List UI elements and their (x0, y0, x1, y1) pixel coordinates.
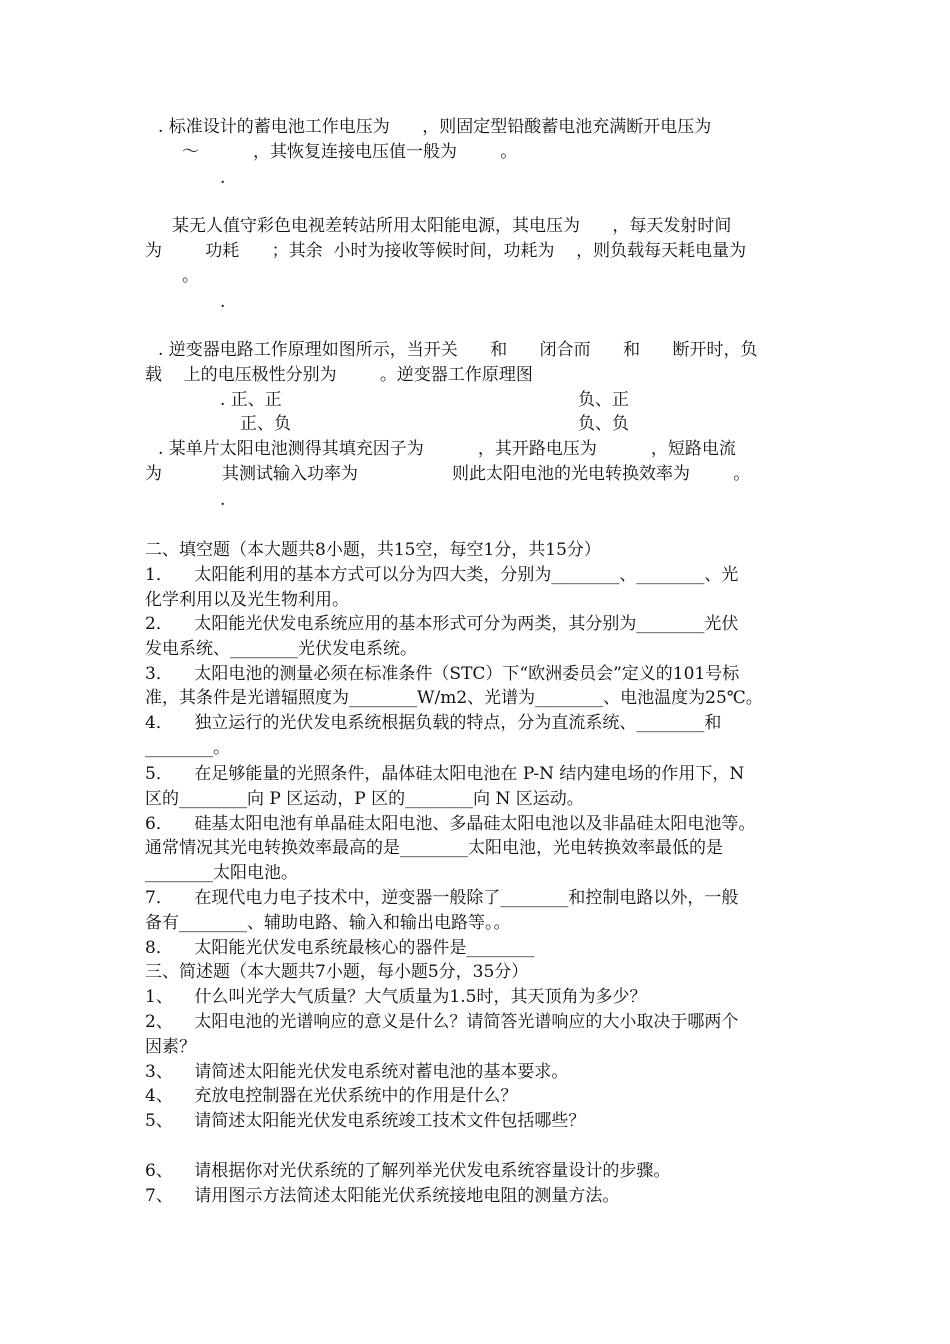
mc-q3-option-a: . 正、正 (220, 390, 282, 410)
fill-q5-line2: 区的________向 P 区运动，P 区的________向 N 区运动。 (145, 789, 584, 809)
mc-q2-line2: 为 功耗 ；其余 小时为接收等候时间，功耗为 ，则负载每天耗电量为 (145, 241, 747, 261)
fill-q4-line2: ________。 (145, 738, 230, 758)
mc-q2-line3: 。 (182, 266, 199, 286)
fill-q5-line1: 5． 在足够能量的光照条件，晶体硅太阳电池在 P-N 结内建电场的作用下，N (145, 764, 745, 784)
fill-q6-line2: 通常情况其光电转换效率最高的是________太阳电池，光电转换效率最低的是 (145, 838, 723, 858)
fill-q2-line1: 2． 太阳能光伏发电系统应用的基本形式可分为两类，其分别为________光伏 (145, 614, 739, 634)
mc-q1-line2: ～ ，其恢复连接电压值一般为 。 (182, 142, 518, 162)
mc-q3-line1: . 逆变器电路工作原理如图所示，当开关 和 闭合而 和 断开时，负 (158, 340, 758, 360)
short-q6: 6、 请根据你对光伏系统的了解列举光伏发电系统容量设计的步骤。 (145, 1161, 671, 1181)
short-q2-line2: 因素？ (145, 1037, 196, 1057)
mc-q2-line1: 某无人值守彩色电视差转站所用太阳能电源，其电压为 ，每天发射时间 (172, 216, 732, 236)
short-q4: 4、 充放电控制器在光伏系统中的作用是什么？ (145, 1086, 518, 1106)
mc-q4-options: . (220, 490, 226, 510)
mc-q2-options: . (220, 292, 226, 312)
mc-q3-option-d: 负、负 (578, 414, 629, 434)
fill-section-heading: 二、填空题（本大题共8小题，共15空，每空1分，共15分） (145, 540, 601, 560)
mc-q4-line2-c: 则此太阳电池的光电转换效率为 。 (452, 464, 751, 484)
mc-q3-line2: 载 上的电压极性分别为 。逆变器工作原理图 (145, 365, 533, 385)
mc-q3-option-b: 负、正 (578, 390, 629, 410)
fill-q8-line1: 8． 太阳能光伏发电系统最核心的器件是________ (145, 938, 535, 958)
mc-q4-line1: . 某单片太阳电池测得其填充因子为 ，其开路电压为 ，短路电流 (158, 439, 736, 459)
mc-q4-line2-b: 其测试输入功率为 (222, 464, 358, 484)
fill-q1-line2: 化学利用以及光生物利用。 (145, 590, 349, 610)
mc-q3-option-c: 正、负 (240, 414, 291, 434)
fill-q6-line1: 6． 硅基太阳电池有单晶硅太阳电池、多晶硅太阳电池以及非晶硅太阳电池等。 (145, 814, 756, 834)
mc-q4-line2-a: 为 (145, 464, 162, 484)
fill-q7-line1: 7． 在现代电力电子技术中，逆变器一般除了________和控制电路以外，一般 (145, 888, 739, 908)
mc-q1-options: . (220, 168, 226, 188)
fill-q4-line1: 4． 独立运行的光伏发电系统根据负载的特点，分为直流系统、________和 (145, 713, 722, 733)
fill-q3-line2: 准，其条件是光谱辐照度为________W/m2、光谱为________、电池温度为25℃。 (145, 688, 763, 708)
short-q1: 1、 什么叫光学大气质量？大气质量为1.5时，其天顶角为多少？ (145, 987, 647, 1007)
short-q7: 7、 请用图示方法简述太阳能光伏系统接地电阻的测量方法。 (145, 1186, 620, 1206)
fill-q3-line1: 3． 太阳电池的测量必须在标准条件（STC）下“欧洲委员会”定义的101号标 (145, 664, 740, 684)
fill-q2-line2: 发电系统、________光伏发电系统。 (145, 639, 417, 659)
fill-q1-line1: 1． 太阳能利用的基本方式可以分为四大类，分别为________、________、光 (145, 565, 739, 585)
short-q5: 5、 请简述太阳能光伏发电系统竣工技术文件包括哪些？ (145, 1111, 586, 1131)
fill-q6-line3: ________太阳电池。 (145, 863, 298, 883)
short-section-heading: 三、简述题（本大题共7小题，每小题5分，35分） (145, 962, 529, 982)
fill-q7-line2: 备有________、辅助电路、输入和输出电路等。。 (145, 913, 511, 933)
mc-q1-line1: . 标准设计的蓄电池工作电压为 ，则固定型铅酸蓄电池充满断开电压为 (158, 117, 712, 137)
short-q3: 3、 请简述太阳能光伏发电系统对蓄电池的基本要求。 (145, 1062, 569, 1082)
short-q2-line1: 2、 太阳电池的光谱响应的意义是什么？请简答光谱响应的大小取决于哪两个 (145, 1012, 739, 1032)
